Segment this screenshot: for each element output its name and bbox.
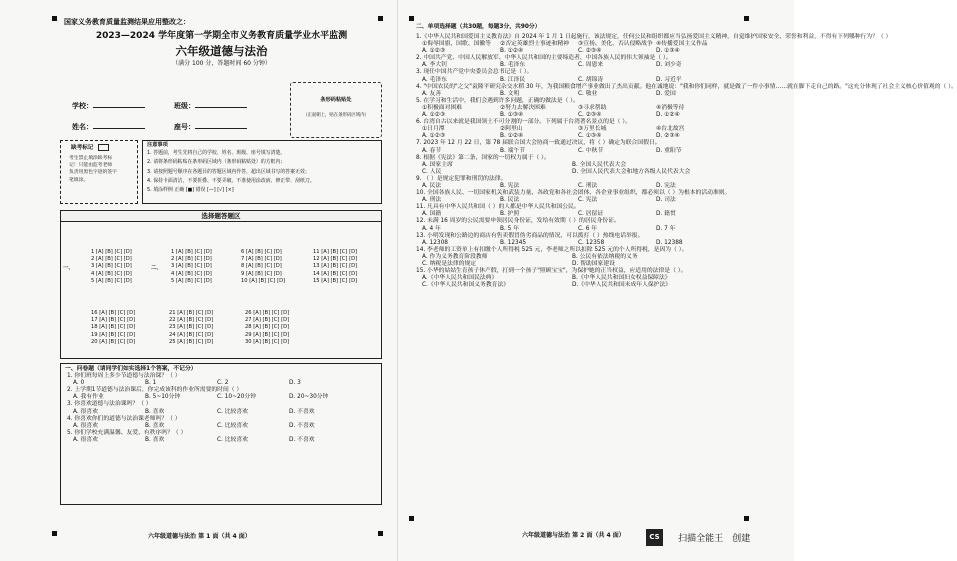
option[interactable]: C. 周恩来 xyxy=(578,62,604,69)
option[interactable]: ②努力去解决困难 xyxy=(500,104,546,111)
subject-title: 六年级道德与法治 xyxy=(175,44,268,58)
registration-mark xyxy=(52,16,57,21)
option[interactable]: D. ①②④ xyxy=(656,112,680,119)
option[interactable]: D. 司法 xyxy=(656,197,676,204)
scanner-suffix: 创建 xyxy=(732,534,751,544)
question-text: 2. 中国共产党、中国人民解放军、中华人民共和国的主要缔造者，中国各族人民的伟大领袖是（ ）。 xyxy=(416,55,672,62)
option[interactable]: C. 中秋节 xyxy=(578,147,604,154)
question-options[interactable] xyxy=(416,226,744,233)
answer-group-4[interactable]: 11 [A] [B] [C] [D] 12 [A] [B] [C] [D] 13 [A] [B] [C] [D] 14 [A] [B] [C] [D] 15 [A] [B] [C] [D] xyxy=(313,249,358,284)
option[interactable]: D. 全国人民代表大会和地方各级人民代表大会 xyxy=(572,168,691,175)
option[interactable]: C. 宪法 xyxy=(578,197,598,204)
option[interactable]: B. 12345 xyxy=(500,239,527,246)
option[interactable]: A.《中华人民共和国民法典》 xyxy=(422,275,498,282)
question-text: 3. 现任中国共产党中央委员会总书记是（ ）。 xyxy=(416,69,533,76)
option[interactable]: D. 爱国 xyxy=(656,90,676,97)
option[interactable]: D. 重阳节 xyxy=(656,147,682,154)
question-text: 6. 台湾自古以来就是我国领土不可分割的一部分。下列属于台湾著名景点的是（ ）。 xyxy=(416,119,632,126)
option[interactable]: D. 12388 xyxy=(656,239,683,246)
class-field[interactable] xyxy=(174,100,247,111)
page-footer: 六年级道德与法治 第 2 面（共 4 面） xyxy=(522,532,625,539)
option[interactable]: C. ②③④ xyxy=(578,48,602,55)
question-text: 10. 全国各族人民、一切国家机关和武装力量、各政党和各社会团体、各企业事业组织，都必须以（ ）为根本的活动准则。 xyxy=(416,190,731,197)
survey-options[interactable]: A. 很喜欢 B. 喜欢 C. 比较喜欢 D. 不喜欢 xyxy=(73,422,315,429)
option[interactable]: A. 作为义务教育阶段教师 xyxy=(422,253,488,260)
survey-options[interactable]: A. 很喜欢 B. 喜欢 C. 比较喜欢 D. 不喜欢 xyxy=(73,436,315,443)
barcode-note: （正面朝上，贴在条形码区域内） xyxy=(303,113,369,119)
missing-exam-label: 缺考标记 xyxy=(61,141,137,153)
option[interactable]: B. 江泽民 xyxy=(500,76,526,83)
option[interactable]: A. 春节 xyxy=(422,147,442,154)
option[interactable]: A. ①②③ xyxy=(422,48,446,55)
option[interactable]: ④台北故宫 xyxy=(656,126,685,133)
option[interactable]: ③寻求帮助 xyxy=(578,104,607,111)
option[interactable]: B.《中华人民共和国妇女权益保障法》 xyxy=(572,275,671,282)
survey-options[interactable]: A. 我有作业 B. 5~10分钟 C. 10~20分钟 D. 20~30分钟 xyxy=(73,394,329,401)
survey-section xyxy=(60,363,382,505)
option[interactable]: ①日月潭 xyxy=(422,126,445,133)
question-text: 9. （ ）是规定犯罪和刑罚的法律。 xyxy=(416,175,507,182)
option[interactable]: B. ①②④ xyxy=(500,48,524,55)
survey-question: 4. 你喜欢你们的道德与法治课老师吗？（ ） xyxy=(67,415,181,422)
school-field[interactable] xyxy=(72,100,145,111)
class-label: 班级： xyxy=(174,102,195,110)
scanner-brand: 扫描全能王 xyxy=(678,534,724,544)
question-options[interactable] xyxy=(416,162,744,169)
survey-options[interactable]: A. 很喜欢 B. 喜欢 C. 比较喜欢 D. 不喜欢 xyxy=(73,408,315,415)
option[interactable]: A. 友善 xyxy=(422,90,442,97)
option[interactable]: B. 公民有依法纳税的义务 xyxy=(572,253,638,260)
question-text: 7. 2023 年 12 月 22 日，第 78 届联合国大会协商一致通过决议，将（ ）确定为联合国假日。 xyxy=(416,140,661,147)
option[interactable]: B. ①③④ xyxy=(500,112,524,119)
answer-group-7[interactable]: 26 [A] [B] [C] [D] 27 [A] [B] [C] [D] 28 [A] [B] [C] [D] 29 [A] [B] [C] [D] 30 [A] [B] [C] [D] xyxy=(245,310,290,345)
question-options[interactable] xyxy=(416,282,744,289)
survey-questions xyxy=(61,373,381,444)
score-note: （满分 100 分，答题时间 60 分钟） xyxy=(172,60,271,67)
option[interactable]: C. 居留证 xyxy=(578,211,604,218)
option[interactable]: ④传播爱国主义作品 xyxy=(656,41,708,48)
option[interactable]: D. ②③④ xyxy=(656,133,680,140)
option[interactable]: C. 刑法 xyxy=(578,182,598,189)
option[interactable]: ①侮辱国旗、国歌、国徽等 xyxy=(422,41,491,48)
seat-label: 座号： xyxy=(174,123,195,131)
question-options[interactable] xyxy=(416,77,744,84)
option[interactable]: D. ①③④ xyxy=(656,48,680,55)
option[interactable]: C. 人民 xyxy=(422,168,442,175)
survey-options[interactable]: A. 0 B. 1 C. 2 D. 3 xyxy=(73,380,301,387)
name-field[interactable] xyxy=(72,121,145,132)
option[interactable]: ④消极等待 xyxy=(656,104,685,111)
scanner-watermark xyxy=(646,527,750,546)
option[interactable]: ①积极面对困难 xyxy=(422,104,462,111)
option[interactable]: D. 刘少奇 xyxy=(656,62,682,69)
question-text: 14. 李老师的工资单上有扣缴个人所得税 525 元，李老师之所以扣除 525 元的个人所得税，是因为（ ）。 xyxy=(416,246,688,253)
answer-group-3[interactable]: 6 [A] [B] [C] [D] 7 [A] [B] [C] [D] 8 [A] [B] [C] [D] 9 [A] [B] [C] [D] 10 [A] [B] [C] [D] xyxy=(241,249,286,284)
option[interactable]: D.《中华人民共和国未成年人保护法》 xyxy=(572,282,672,289)
name-label: 姓名： xyxy=(72,123,93,131)
instructions-box xyxy=(142,140,382,204)
option[interactable]: A. 国籍 xyxy=(422,211,442,218)
option[interactable]: B. ①②④ xyxy=(500,133,524,140)
section-title: 二、单项选择题（共30题，每题3分，共90分） xyxy=(416,24,541,30)
missing-exam-checkbox[interactable] xyxy=(98,144,109,151)
option[interactable]: C. 敬业 xyxy=(578,90,598,97)
question-text: 12. 未满 16 周岁的公民需要申领居民身份证，发给有效期（ ）的居民身份证。 xyxy=(416,218,620,225)
option[interactable]: B. 端午节 xyxy=(500,147,526,154)
option[interactable]: D. 7 年 xyxy=(656,225,676,232)
name-input-line[interactable] xyxy=(93,121,145,129)
option[interactable]: B. 宪法 xyxy=(500,182,520,189)
option[interactable]: ③宣扬、美化、否认侵略战争 xyxy=(578,41,653,48)
question-text: 11. 凡具有中华人民共和国（ ）的人都是中华人民共和国公民。 xyxy=(416,204,580,211)
question-options[interactable] xyxy=(416,169,744,176)
answer-group-2[interactable]: 二、 1 [A] [B] [C] [D] 2 [A] [B] [C] [D] 3 [A] [B] [C] [D] 4 [A] [B] [C] [D] 5 [A] [B] [C] [D] xyxy=(151,249,212,284)
question-options[interactable] xyxy=(416,148,744,155)
class-input-line[interactable] xyxy=(195,100,247,108)
seat-input-line[interactable] xyxy=(195,121,247,129)
option[interactable]: A. 刑法 xyxy=(422,197,442,204)
option[interactable]: ②阿里山 xyxy=(500,126,523,133)
option[interactable]: C. 胡锦涛 xyxy=(578,76,604,83)
missing-exam-rules: 考生禁止填涂缺考标 记！只能由监考老师 负责用黑色字迹的签字 笔填涂。 xyxy=(69,155,117,183)
answer-group-6[interactable]: 21 [A] [B] [C] [D] 22 [A] [B] [C] [D] 23 [A] [B] [C] [D] 24 [A] [B] [C] [D] 25 [A] [B] [C] [D] xyxy=(169,310,214,345)
answer-area xyxy=(60,221,382,359)
question-options[interactable] xyxy=(416,254,744,261)
missing-exam-box xyxy=(60,140,138,204)
option[interactable]: B. 文明 xyxy=(500,90,520,97)
question-text: 1.《中华人民共和国爱国主义教育法》自 2024 年 1 月 1 日起施行，该法规定，任何公民和组织都应当弘扬爱国主义精神，自觉维护国家安全、荣誉和利益，不得有下列哪种行为？（ ） xyxy=(416,34,892,40)
answer-group-5[interactable]: 16 [A] [B] [C] [D] 17 [A] [B] [C] [D] 18 [A] [B] [C] [D] 19 [A] [B] [C] [D] 20 [A] [B] [C] [D] xyxy=(91,310,136,345)
option[interactable]: D. 宪法 xyxy=(656,182,676,189)
survey-title: 一、问卷题（请同学们如实选择1个答案，不记分） xyxy=(65,366,197,372)
option[interactable]: A. 12308 xyxy=(422,239,448,246)
instructions-title: 注意事项 xyxy=(147,142,168,148)
question-options[interactable] xyxy=(416,91,744,98)
school-label: 学校： xyxy=(72,102,93,110)
option[interactable]: D. 习近平 xyxy=(656,76,682,83)
option[interactable]: ③万里长城 xyxy=(578,126,607,133)
option[interactable]: D. 籍贯 xyxy=(656,211,676,218)
option[interactable]: C. 纳税是法律的规定 xyxy=(422,261,477,267)
answer-group-1[interactable]: 一、 1 [A] [B] [C] [D] 2 [A] [B] [C] [D] 3 [A] [B] [C] [D] 4 [A] [B] [C] [D] 5 [A] [B] [C] [D] xyxy=(63,249,132,284)
question-list xyxy=(416,34,957,289)
question-page xyxy=(412,18,957,561)
notice-text: 国家义务教育质量监测结果应用整改之： xyxy=(64,18,190,26)
school-input-line[interactable] xyxy=(93,100,145,108)
survey-question: 2. 上学期1节道德与法治课后，你完成该科的作业所需要的时间（ ） xyxy=(67,387,243,394)
registration-mark xyxy=(52,531,57,536)
option[interactable]: ②否定英雄烈士事迹和精神 xyxy=(500,41,569,48)
option[interactable]: A. ①②③ xyxy=(422,112,446,119)
answer-sheet-page xyxy=(58,18,385,561)
option[interactable]: A. 李大钊 xyxy=(422,62,447,69)
question-options[interactable] xyxy=(416,105,744,112)
survey-question: 1. 你们班每周上多少节道德与法治课？（ ） xyxy=(67,373,181,380)
option[interactable]: D. 帮助国家建设 xyxy=(572,261,615,267)
option[interactable]: C. ①③④ xyxy=(578,133,602,140)
answer-area-title: 选择题答题区 xyxy=(60,210,382,222)
survey-question: 5. 你们学校充满温馨、友爱、有秩序吗？（ ） xyxy=(67,429,187,436)
question-text: 5. 在学习和生活中，我们会遇到许多问题，正确的做法是（ ）。 xyxy=(416,97,579,104)
question-text: 4. "中国农民的"之父"袁隆平研究杂交水稻 30 年，为我国粮食增产事业做出了杰出贡献。他在诚地说："我和你们同样，就是做了一件小事情……就在脚下走自己的路。"这充分体现了社会主义核心价值观的（ ）。 xyxy=(416,83,957,90)
option[interactable]: B. 5 年 xyxy=(500,225,519,232)
option[interactable]: C. 12358 xyxy=(578,239,605,246)
question-text: 13. 小明发现和公路边的商店有售卖假冒伪劣商品的情况，可以拨打（ ）热线电话举报。 xyxy=(416,232,644,239)
question-text: 8. 根据《宪法》第二条，国家的一切权力属于（ ）。 xyxy=(416,154,550,161)
page-footer: 六年级道德与法治 第 1 面（共 4 面） xyxy=(148,533,251,540)
barcode-area[interactable] xyxy=(290,82,382,138)
seat-field[interactable] xyxy=(174,121,247,132)
question-text: 15. 小华的姑姑生育孩子休产假，打到一个孩子"照顾宝宝"，为保护她的正当权益，应适用的法律是（ ）。 xyxy=(416,268,687,275)
instructions-list: 1. 答题前，考生先将自己的学校、姓名、班级、座号填写清楚。 2. 请将条形码粘贴在条形码区域内（条形码粘贴处）的方框内； 3. 请按照题号顺序在各题目的答题区域内作答，超出区域书写的答案无效； 4. 保持卡面清洁，不要折叠、不要弄破、不准使用涂改液、修正带、刮纸刀。 5. 填涂样例 正确 [■] 错误 [—] [√] [×] xyxy=(147,150,315,194)
option[interactable]: C. 6 年 xyxy=(578,225,598,232)
page-divider xyxy=(397,0,398,561)
option[interactable]: C.《中华人民共和国义务教育法》 xyxy=(422,282,510,289)
option[interactable]: B. 全国人民代表大会 xyxy=(572,161,627,168)
option[interactable]: A. 民法 xyxy=(422,182,442,189)
exam-title: 2023—2024 学年度第一学期全市义务教育质量学业水平监测 xyxy=(95,31,348,41)
option[interactable]: B. 民法 xyxy=(500,197,520,204)
option[interactable]: B. 护照 xyxy=(500,211,520,218)
barcode-title: 条形码粘贴处 xyxy=(320,97,352,103)
option[interactable]: A. ①②③ xyxy=(422,133,446,140)
option[interactable]: A. 毛泽东 xyxy=(422,76,447,83)
option[interactable]: A. 4 年 xyxy=(422,225,441,232)
question-options[interactable] xyxy=(416,183,744,190)
question-options[interactable] xyxy=(416,240,744,247)
option[interactable]: C. ②③④ xyxy=(578,112,602,119)
option[interactable]: B. 毛泽东 xyxy=(500,62,526,69)
scanner-logo: CS xyxy=(646,529,663,546)
option[interactable]: A. 国家主席 xyxy=(422,161,453,168)
survey-question: 3. 你喜欢道德与法治课吗？（ ） xyxy=(67,401,152,408)
